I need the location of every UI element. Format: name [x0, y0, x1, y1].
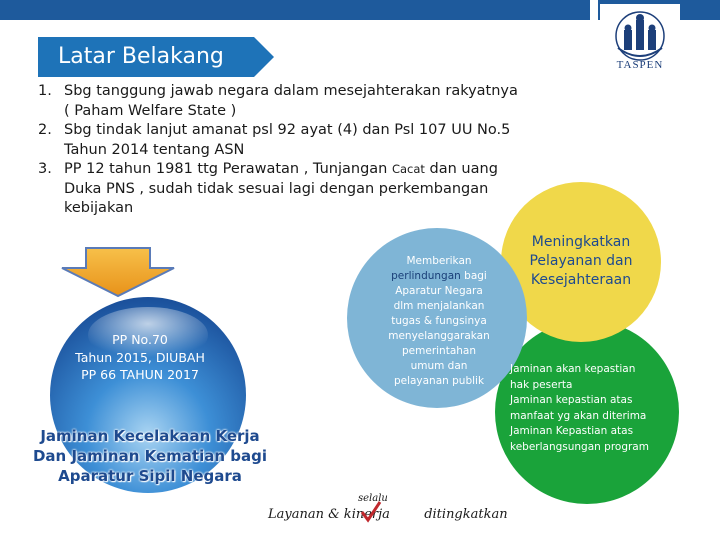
blue-line: Memberikan	[406, 255, 472, 267]
list-number: 2.	[38, 122, 52, 138]
pp-line: PP 66 TAHUN 2017	[81, 367, 199, 382]
green-line: hak peserta	[510, 378, 573, 391]
blue-line: pelayanan publik	[393, 375, 485, 387]
list-line-part: PP 12 tahun 1981 ttg Perawatan , Tunjangan	[64, 161, 392, 177]
yellow-line: Pelayanan dan	[529, 253, 633, 269]
list-line: ( Paham Welfare State )	[64, 102, 237, 119]
checkmark-icon	[360, 499, 382, 523]
blue-line: tugas & fungsinya	[391, 315, 487, 327]
yellow-line: Kesejahteraan	[530, 272, 632, 288]
blue-line: menyelanggarakan	[388, 330, 490, 342]
list-number: 3.	[38, 161, 52, 177]
yellow-line: Meningkatkan	[531, 234, 631, 250]
pp-line: PP No.70	[112, 332, 168, 347]
list-line-small: Cacat	[391, 162, 425, 176]
jaminan-line: Dan Jaminan Kematian bagi	[32, 447, 267, 465]
list-line: Duka PNS , sudah tidak sesuai lagi dengan perkembangan	[64, 180, 489, 197]
blue-line: Aparatur Negara	[395, 285, 483, 297]
blue-line	[369, 269, 509, 284]
slogan-part1: Layanan & kinerja	[268, 507, 390, 522]
blue-line: dlm menjalankan	[393, 300, 485, 312]
list-line: Sbg tindak lanjut amanat psl 92 ayat (4) dan Psl 107 UU No.5	[64, 122, 511, 138]
green-line: Jaminan akan kepastian	[510, 363, 636, 375]
green-line: Jaminan kepastian atas	[510, 394, 633, 406]
slogan-selalu: selalu	[358, 493, 388, 504]
blue-line: pemerintahan	[402, 345, 476, 357]
logo-text: TASPEN	[616, 59, 664, 71]
yellow-circle-text	[511, 233, 651, 290]
jaminan-line: Aparatur Sipil Negara	[58, 467, 242, 485]
green-line: Jaminan Kepastian atas	[510, 425, 634, 437]
green-line: keberlangsungan program	[510, 440, 649, 453]
blue-line-part: bagi	[460, 270, 487, 282]
pp-line: Tahun 2015, DIUBAH	[75, 349, 205, 365]
green-line: manfaat yg akan diterima	[510, 409, 647, 422]
slogan	[268, 493, 508, 522]
jaminan-line: Jaminan Kecelakaan Kerja	[40, 427, 260, 445]
list-line: Sbg tanggung jawab negara dalam mesejahterakan rakyatnya	[64, 83, 518, 99]
list-line: Tahun 2014 tentang ASN	[64, 141, 245, 158]
blue-circle-text	[369, 254, 509, 389]
page-title: Latar Belakang	[58, 44, 224, 69]
list-line: kebijakan	[64, 200, 134, 216]
list-line-part: dan uang	[424, 161, 498, 177]
slogan-part2: ditingkatkan	[424, 507, 508, 522]
blue-line-dark: perlindungan	[391, 270, 461, 282]
list-number: 1.	[38, 83, 52, 99]
blue-line: umum dan	[410, 360, 468, 372]
green-circle-text	[510, 362, 680, 455]
